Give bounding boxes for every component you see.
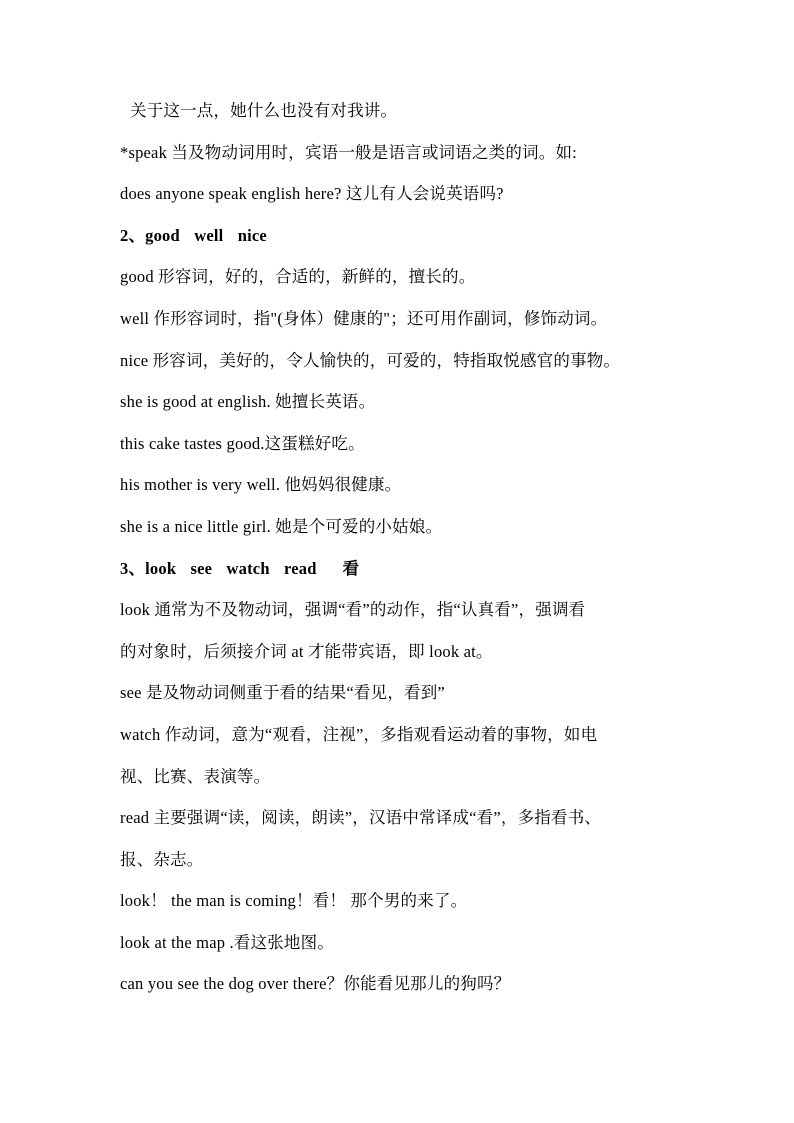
text-line: well 作形容词时，指"(身体）健康的"；还可用作副词，修饰动词。 <box>120 308 608 328</box>
example-sentence: this cake tastes good.这蛋糕好吃。 <box>120 433 365 453</box>
text-line: 关于这一点，她什么也没有对我讲。 <box>130 101 398 120</box>
example-sentence: his mother is very well. 他妈妈很健康。 <box>120 475 402 495</box>
text-line: see 是及物动词侧重于看的结果“看见，看到” <box>120 683 445 703</box>
text-line: watch 作动词，意为“观看，注视”，多指观看运动着的事物，如电 <box>120 724 598 744</box>
example-sentence: look at the map .看这张地图。 <box>120 932 335 952</box>
example-sentence: look！ the man is coming！看！ 那个男的来了。 <box>120 891 468 911</box>
example-sentence: she is a nice little girl. 她是个可爱的小姑娘。 <box>120 516 443 536</box>
example-sentence: can you see the dog over there？你能看见那儿的狗吗？ <box>120 974 511 994</box>
section-heading-3-suffix: 看 <box>342 558 360 578</box>
text-line: 的对象时，后须接介词 at 才能带宾语，即 look at。 <box>120 641 493 661</box>
section-heading-3 <box>120 559 680 579</box>
text-line: good 形容词，好的，合适的，新鲜的，擅长的。 <box>120 267 476 287</box>
section-heading-2: 2、good well nice <box>120 225 267 245</box>
text-line: 视、比赛、表演等。 <box>120 766 271 786</box>
text-line: *speak 当及物动词用时，宾语一般是语言或词语之类的词。如: <box>120 142 577 162</box>
text-line: 报、杂志。 <box>120 849 204 869</box>
example-sentence: she is good at english. 她擅长英语。 <box>120 392 376 412</box>
text-line: nice 形容词，美好的，令人愉快的，可爱的，特指取悦感官的事物。 <box>120 350 621 370</box>
section-heading-3-words: 3、look see watch read <box>120 558 317 578</box>
text-line: look 通常为不及物动词，强调“看”的动作，指“认真看”，强调看 <box>120 600 586 620</box>
text-line: read 主要强调“读，阅读，朗读”，汉语中常译成“看”，多指看书、 <box>120 808 602 828</box>
document-body <box>120 101 680 1016</box>
text-line: does anyone speak english here? 这儿有人会说英语吗? <box>120 184 504 204</box>
